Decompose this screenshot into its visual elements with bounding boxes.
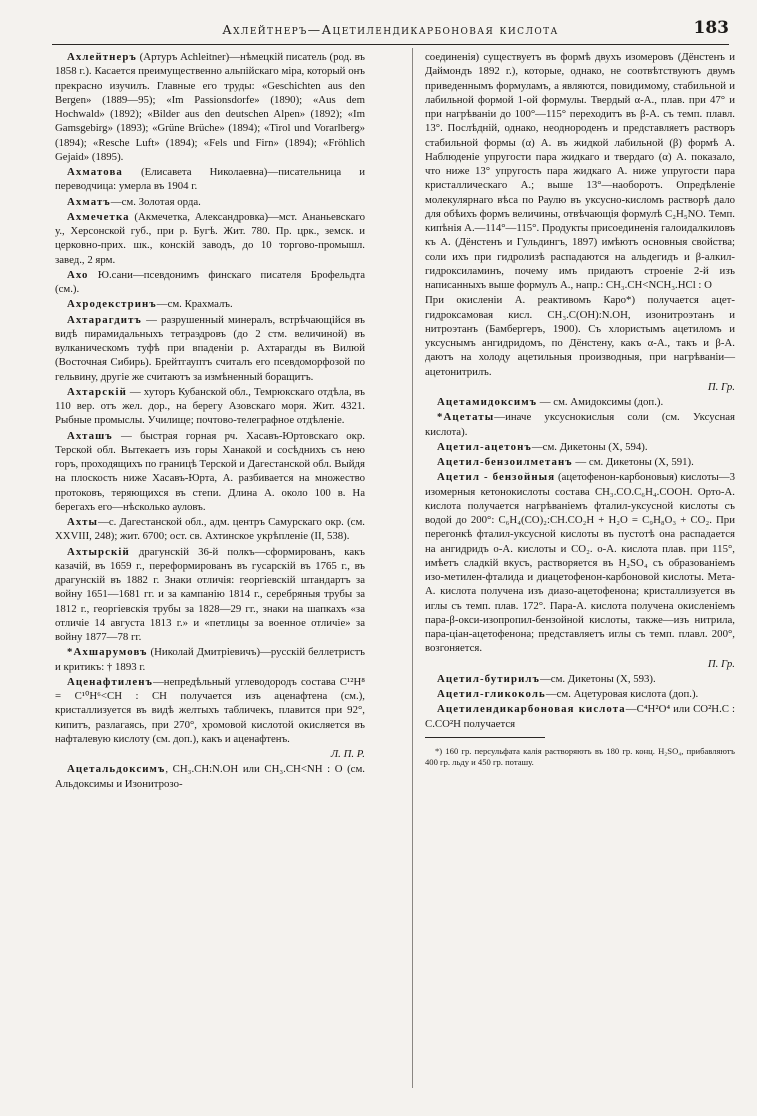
headword: Ацетил-ацетонъ [437, 440, 532, 453]
entry-acetilendikarbonovaya [425, 702, 735, 731]
headword: Ахмечетка [67, 210, 130, 223]
entry-acetil-benzoynye [425, 470, 735, 655]
headword: Ахтарагдитъ [67, 313, 142, 326]
entry-akhtaragdit [55, 313, 365, 384]
entry-akhtarskiy [55, 385, 365, 428]
footnote-rule [425, 737, 545, 738]
entry-text: —см. Золотая орда. [110, 195, 201, 208]
entry-akhtash [55, 429, 365, 515]
entry-oxidation [425, 293, 735, 379]
entry-akhsharumov [55, 645, 365, 674]
headword: *Ахшарумовъ [67, 646, 148, 659]
entry-text: —C⁴H²O⁴ или CO²H.C : C.CO²H получается [425, 703, 735, 730]
entry-text: — разрушенный минералъ, встрѣчающійся въ видѣ пирамидальныхъ тетраэдровъ (до 2 стм. величиной) въ вулканическомъ туфѣ при впаденіи р. Ахтарагды въ Вилюй (Восточная Сибирь). Брейтгауптъ считалъ его псевдоморфозой по гельвину, другіе же считаютъ за измѣненный боращитъ. [55, 313, 365, 383]
entry-text: —с. Дагестанской обл., адм. центръ Самурскаго окр. (см. XXVIII, 248); жит. 6700; ост. св. Ахтинское укрѣпленіе (II, 538). [55, 516, 365, 543]
entry-text: (ацетофенон-карбоновыя) кислоты—3 изомерныя кетонокислоты состава CH₃.CO.C₆H₄.COOH. Орто-А. кислота получается нагрѣваніемъ фталил-уксусной кислоты съ водой до 200°: C₆H₄(CO)₂:CH.CO₂H + H₂O = C₉H₈O₃ + CO₂. При перегонкѣ фталил-уксусной кислоты въ пустотѣ она распадается на ангидридъ о-А. кислоты и CO₂. о-А. кислота плав. при 115°, имѣетъ сладкій вкусъ, растворяется въ H₂SO₄ съ образованіемъ изо-метилен-фталида и диацетофенон-карбоновой кислоты. Мета-А. кислота получена изъ диазо-ацетофенона; кристаллизуется въ иглы съ темп. плав. 172°. Пара-А. кислота получена окисленіемъ пара-β-окси-изопропил-бензойной кислоты, также—изъ нитрила, пара-ціан-ацетофенона; представляетъ иглы съ темп. плавл. 200°, возгоняется. [425, 471, 735, 655]
entry-text: — быстрая горная рч. Хасавъ-Юртовскаго окр. Терской обл. Вытекаетъ изъ горы Ханакой и сосѣднихъ съ нею горъ, проходящихъ по границѣ Терской и Дагестанской обл. Выйдя на плоскость ниже Хасавъ-Юрта, А. разбивается на множество протоковъ, теряющихся въ степи. Длина А. около 100 в. На берегахъ его—нѣсколько ауловъ. [55, 429, 365, 513]
page-header [52, 18, 729, 45]
running-head: Ахлейтнеръ—Ацетилендикарбоновая кислота [222, 22, 559, 37]
entry-text: (Акмечетка, Александровка)—мст. Ананьевскаго у., Херсонской губ., при р. Бугѣ. Жит. 780. Пр. црк., земск. и церковно-прих. шк., конскій заводъ, до 10 торгово-промышл. завед., 2 ярм. [55, 210, 365, 266]
entry-text: —см. Крахмалъ. [156, 298, 233, 311]
headword: Ацетамидоксимъ [437, 396, 538, 408]
entry-text: (Артуръ Achleitner)—нѣмецкій писатель (род. въ 1858 г.). Касается преимущественно альпійскаго міра, который онъ прекрасно изучилъ. Главные его труды: «Geschichten aus den Bergen» (1889—95); «Im Passionsdorfe» (1890); «Aus dem Hochwald» (1892); «Bilder aus den deutschen Alpen» (1892); «Im Gamsgebirg» (1893); «Grüne Brüche» (1894); «Tirol und Vorarlberg» (1894); «Resche Luft» (1894); «Fels und Firn» (1894); «Fröhlich Gejaid» (1895). [55, 51, 365, 163]
entry-text: (Николай Дмитріевичъ)—русскій беллетристъ и критикъ: † 1893 г. [55, 646, 365, 673]
entry-text: , CH₃.CH:N.OH или CH₃.CH<NH : O (см. Альдоксимы и Изонитрозо- [55, 763, 365, 790]
headword: Аценафтиленъ [67, 675, 153, 688]
headword: Ацетил-бензоилметанъ [437, 456, 573, 468]
entry-text: При окисленіи А. реактивомъ Каро*) получается ацет-гидроксамовая кисл. CH₃.C(OH):N.OH, изонитроэтанъ и нитроэтанъ (Бамбергеръ, 1900). Съ хлористымъ ацетиломъ и уксуснымъ ангидридомъ, по Дёнстену, какъ α-А., такъ и β-А. даютъ на холоду ацетильныя производныя, при нагрѣваніи—ацетонитрилъ. [425, 294, 735, 378]
author-signature: П. Гр. [707, 380, 735, 393]
author-signature: П. Гр. [707, 657, 735, 670]
entry-acetil-aceton [425, 440, 735, 454]
headword: Ахо [67, 268, 89, 281]
entry-text: —см. Ацетуровая кислота (доп.). [545, 688, 699, 700]
page-number: 183 [693, 18, 729, 38]
entry-akhmatova [55, 165, 365, 194]
entry-continuation [425, 50, 735, 292]
entry-text: —см. Дикетоны (X, 593). [539, 672, 656, 685]
entry-text: — хуторъ Кубанской обл., Темрюкскаго отдѣла, въ 110 вер. отъ жел. дор., на берегу Азовскаго моря. Жит. 4321. Рыбные промыслы. Училище; почтово-телеграфное отдѣленіе. [55, 385, 365, 427]
right-column [425, 50, 735, 777]
headword: Ацетил-бутирилъ [437, 672, 540, 685]
headword: Ахматова [67, 166, 123, 178]
entry-akhrodekstrin [55, 297, 365, 311]
entry-acetaldoksim [55, 762, 365, 791]
headword: *Ацетаты [437, 411, 495, 424]
entry-akho [55, 268, 365, 297]
headword: Ахматъ [67, 195, 111, 208]
headword: Ахтырскій [67, 545, 130, 558]
entry-akhmat [55, 195, 365, 209]
entry-text: —иначе уксуснокислыя соли (см. Уксусная кислота). [425, 411, 735, 438]
entry-akhtyrskiy [55, 545, 365, 645]
headword: Ацетальдоксимъ [67, 763, 166, 776]
entry-text: — см. Дикетоны (X, 591). [572, 456, 694, 468]
entry-akhmechetka [55, 210, 365, 267]
headword: Ахташъ [67, 429, 113, 442]
entry-acetil-glikokol [425, 687, 735, 701]
entry-text: Ю.сани—псевдонимъ финскаго писателя Брофельдта (см.). [55, 268, 365, 295]
headword: Ахлейтнеръ [67, 51, 137, 63]
entry-text: —см. Дикетоны (X, 594). [531, 440, 648, 453]
headword: Ахтарскій [67, 385, 127, 398]
entry-achleitner [55, 50, 365, 164]
entry-akhty [55, 515, 365, 544]
headword: Ацетилендикарбоновая кислота [437, 703, 626, 716]
left-column [55, 50, 365, 792]
headword: Ахты [67, 516, 99, 528]
entry-text: —непредѣльный углеводородъ состава C¹²H⁸ = C¹⁰H⁶<CH : CH получается изъ аценафтена (см.), кристаллизуется въ видѣ желтыхъ табличекъ, плавится при 92°, кипитъ, разлагаясь, при 270°, хромовой кислотой окисляется въ нафталевую кислоту (см. доп.), какъ и аценафтенъ. [55, 675, 365, 745]
entry-acenaftilen [55, 675, 365, 746]
entry-acetamidoksim [425, 395, 735, 409]
entry-acetaty [425, 410, 735, 439]
headword: Ацетил - бензойныя [437, 471, 556, 484]
author-signature: Л. П. Р. [330, 748, 365, 760]
headword: Ахродекстринъ [67, 298, 157, 311]
footnote: *) 160 гр. персульфата калія растворяютъ въ 180 гр. конц. H₂SO₄, прибавляютъ 400 гр. льду и 450 гр. поташу. [425, 746, 735, 768]
entry-text: (Елисавета Николаевна)—писательница и переводчица: умерла въ 1904 г. [55, 166, 365, 193]
entry-text: — см. Амидоксимы (доп.). [537, 396, 664, 408]
entry-acetil-butiril [425, 672, 735, 686]
entry-text: драгунскій 36-й полкъ—сформированъ, какъ казачій, въ 1659 г., переформированъ въ гусарскій въ 1765 г., въ драгунскій въ 1882 г. Знаки отличія: георгіевскій штандартъ за войну 1651—1681 гг. и за кампанію 1814 г., серебряныя трубы за 1812 г., георгіевскія трубы за 1828—29 гг., знаки на шапкахъ «за отличіе 14 августа 1813 г.» и «петлицы за военное отличіе» за войну 1877—78 гг. [55, 545, 365, 643]
entry-text: соединенія) существуетъ въ формѣ двухъ изомеровъ (Дёнстенъ и Даймондъ 1892 г.), которые, однако, не соотвѣтствуютъ двумъ приведеннымъ формуламъ, а являются, повидимому, стабильной и лабильной формой 1-ой формулы. Твердый α-А., плав. при 47° и при нагрѣваніи до 100°—115° переходитъ въ β-А. съ темп. плавл. 13°. Послѣдній, однако, неоднороденъ и представляетъ растворъ стабильной формы (α) А. въ жидкой лабильной (β) формѣ А. Наблюденіе упругости пара жидкаго и твердаго (α) А. показало, что ниже 13° упругость пара жидкаго А. ниже упругости пара кристаллическаго А.; выше 13°—наоборотъ. Опредѣленіе молекулярнаго вѣса по Раулю въ уксусно-кисломъ растворѣ дало для обѣихъ формъ величины, отвѣчающія формулѣ C₂H₅NO. Темп. кипѣнія А.—114°—115°. Продукты присоединенія галоидалкиловъ къ А. (Дёнстенъ и Гульдингъ, 1897) имѣютъ основныя свойства; соли ихъ при гидролизѣ распадаются на альдегидъ и β-алкил-гидроксиламинъ, почему имъ придаютъ строеніе 2-й изъ написанныхъ выше формулъ А., напр.: CH₃.CH<NCH₃.HCl : O [425, 51, 735, 291]
entry-acetil-benzoilmetan [425, 455, 735, 469]
column-divider [412, 48, 413, 1088]
headword: Ацетил-гликоколь [437, 688, 546, 700]
